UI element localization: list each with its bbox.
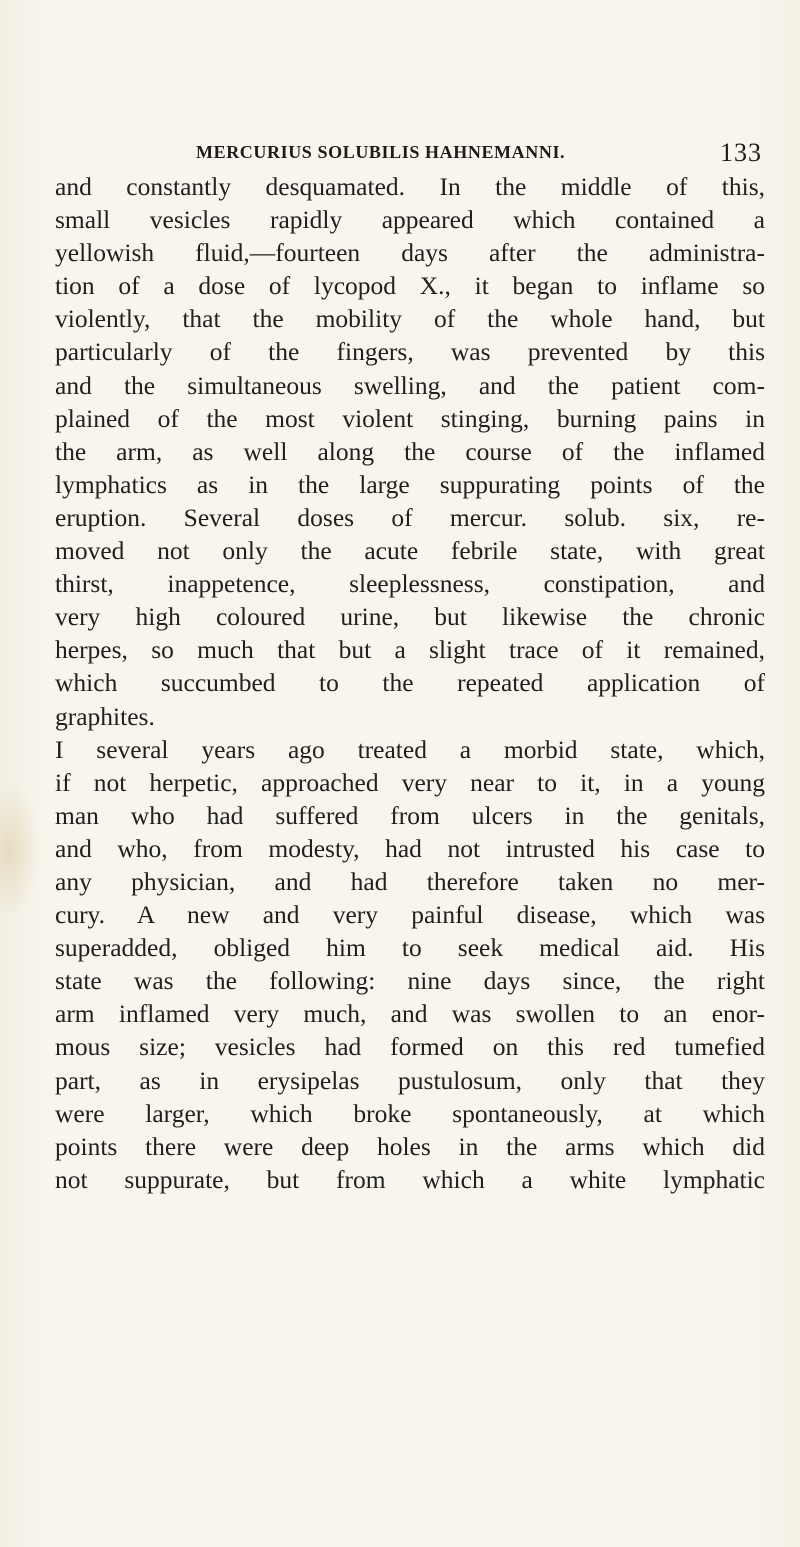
running-title: MERCURIUS SOLUBILIS HAHNEMANNI. [196,142,566,162]
text-line: superadded, obliged him to seek medical aid. His [55,933,765,963]
text-line: very high coloured urine, but likewise the chronic [55,602,765,632]
text-line: cury. A new and very painful disease, which was [55,900,765,930]
text-line: graphites. [55,701,155,731]
text-line: the arm, as well along the course of the inflamed [55,436,765,466]
text-line: tion of a dose of lycopod X., it began to inflame so [55,271,765,301]
paper-stain [0,780,40,920]
text-line: points there were deep holes in the arms which did [55,1131,765,1161]
page-number: 133 [720,138,762,167]
running-head [196,138,762,167]
text-line: eruption. Several doses of mercur. solub. six, re- [55,502,765,532]
text-line: arm inflamed very much, and was swollen to an enor- [55,999,765,1029]
text-line: violently, that the mobility of the whole hand, but [55,304,765,334]
text-line: any physician, and had therefore taken no mer- [55,866,765,896]
body-text [55,170,765,1196]
text-line: moved not only the acute febrile state, with great [55,536,765,566]
text-line: man who had suffered from ulcers in the genitals, [55,800,765,830]
text-line: state was the following: nine days since, the right [55,966,765,996]
text-line: and the simultaneous swelling, and the patient com- [55,370,765,400]
text-line: herpes, so much that but a slight trace of it remained, [55,635,765,665]
text-line: lymphatics as in the large suppurating points of the [55,469,765,499]
text-line: part, as in erysipelas pustulosum, only that they [55,1065,765,1095]
text-line: thirst, inappetence, sleeplessness, constipation, and [55,569,765,599]
text-line: small vesicles rapidly appeared which contained a [55,205,765,235]
text-line: which succumbed to the repeated application of [55,668,765,698]
text-line: and who, from modesty, had not intrusted his case to [55,833,765,863]
text-line: not suppurate, but from which a white lymphatic [55,1164,765,1194]
text-line: I several years ago treated a morbid state, which, [55,734,765,764]
text-line: particularly of the fingers, was prevented by this [55,337,765,367]
text-line: if not herpetic, approached very near to it, in a young [55,767,765,797]
text-line: and constantly desquamated. In the middle of this, [55,172,765,201]
text-line: plained of the most violent stinging, burning pains in [55,403,765,433]
text-line: yellowish fluid,—fourteen days after the administra- [55,238,765,268]
text-line: were larger, which broke spontaneously, at which [55,1098,765,1128]
text-line: mous size; vesicles had formed on this red tumefied [55,1032,765,1062]
